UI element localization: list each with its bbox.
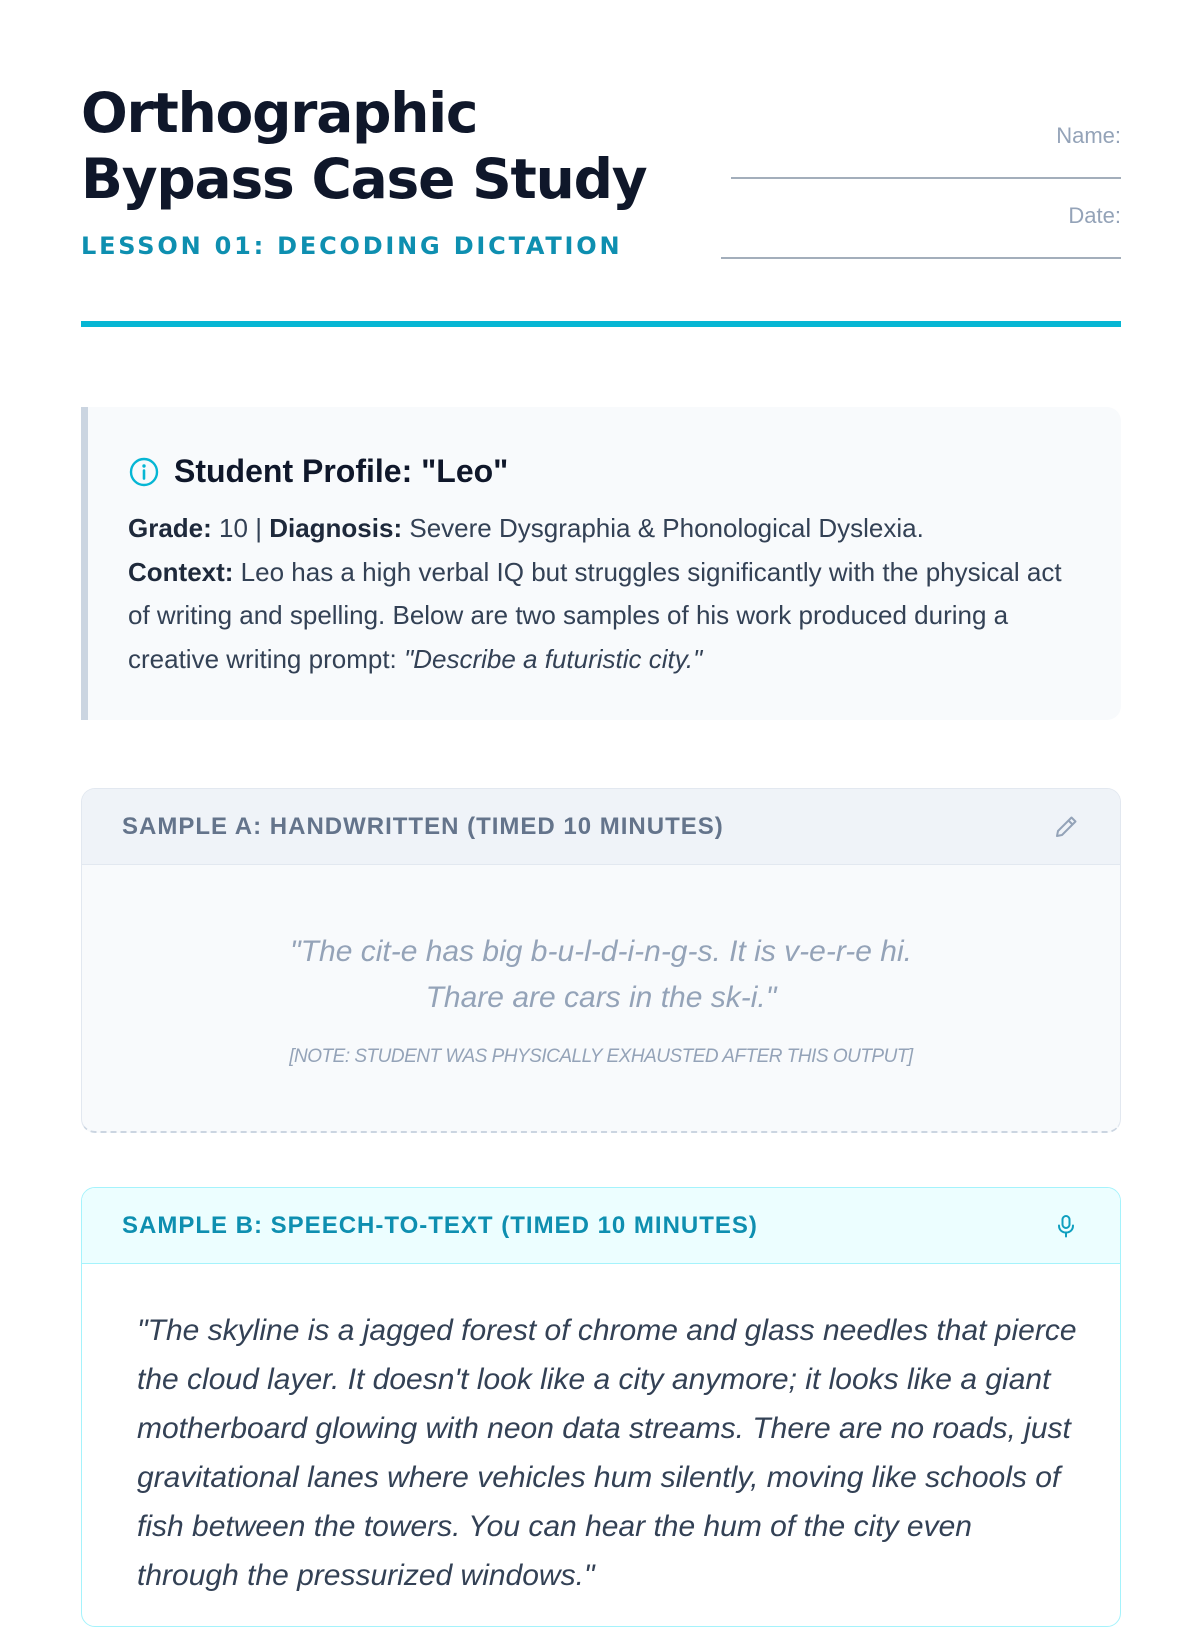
name-label: Name:: [1056, 123, 1121, 148]
sample-a-header: [82, 789, 1120, 865]
writing-prompt: "Describe a futuristic city.": [404, 643, 703, 674]
title-line-2: Bypass Case Study: [81, 147, 647, 211]
grade-label: Grade:: [128, 513, 212, 543]
worksheet-page: [81, 0, 1121, 1592]
profile-title: Student Profile: "Leo": [174, 453, 509, 489]
context-text: Leo has a high verbal IQ but struggles significantly with the physical act of writing and spelling. Below are two samples of his work produced during a creative writing prompt:: [128, 556, 1062, 674]
title-line-1: Orthographic: [81, 81, 478, 145]
date-label: Date:: [1068, 203, 1121, 228]
grade-value: 10: [219, 513, 248, 543]
sample-b-card: [81, 1187, 1121, 1627]
date-input-line[interactable]: [721, 257, 1121, 259]
sample-a-card: [81, 788, 1121, 1133]
sample-b-header: [82, 1188, 1120, 1264]
context-label: Context:: [128, 556, 234, 587]
handwritten-line-1: "The cit-e has big b-u-l-d-i-n-g-s. It is v-e-r-e hi.: [290, 935, 912, 968]
diagnosis-label: Diagnosis:: [269, 513, 403, 543]
pencil-icon: [1052, 813, 1080, 841]
sample-a-label: SAMPLE A: HANDWRITTEN (TIMED 10 MINUTES): [122, 813, 724, 840]
lesson-subtitle: LESSON 01: DECODING DICTATION: [81, 232, 623, 260]
microphone-icon: [1052, 1212, 1080, 1240]
diagnosis-value: Severe Dysgraphia & Phonological Dyslexia.: [409, 513, 924, 543]
name-input-line[interactable]: [731, 177, 1121, 179]
exhaustion-note: [NOTE: STUDENT WAS PHYSICALLY EXHAUSTED AFTER THIS OUTPUT]: [289, 1046, 913, 1067]
profile-heading: [128, 453, 508, 490]
speech-to-text-sample: "The skyline is a jagged forest of chrome and glass needles that pierce the cloud layer. It doesn't look like a city anymore; it looks like a giant motherboard glowing with neon data streams. There are no roads, just gravitational lanes where vehicles hum silently, moving like schools of fish between the towers. You can hear the hum of the city even through the pressurized windows.": [137, 1314, 1077, 1592]
page-title: [81, 80, 721, 212]
handwritten-line-2: Thare are cars in the sk-i.": [425, 981, 777, 1014]
handwritten-sample-text: [82, 929, 1120, 1021]
separator: |: [255, 513, 262, 543]
worksheet-header: [81, 0, 1121, 330]
date-field: [1068, 203, 1121, 229]
name-field: [1056, 123, 1121, 149]
header-divider: [81, 321, 1121, 327]
sample-b-label: SAMPLE B: SPEECH-TO-TEXT (TIMED 10 MINUTES): [122, 1212, 758, 1239]
student-profile-card: [81, 407, 1121, 720]
info-icon: [128, 456, 160, 488]
profile-body: [128, 507, 1088, 681]
